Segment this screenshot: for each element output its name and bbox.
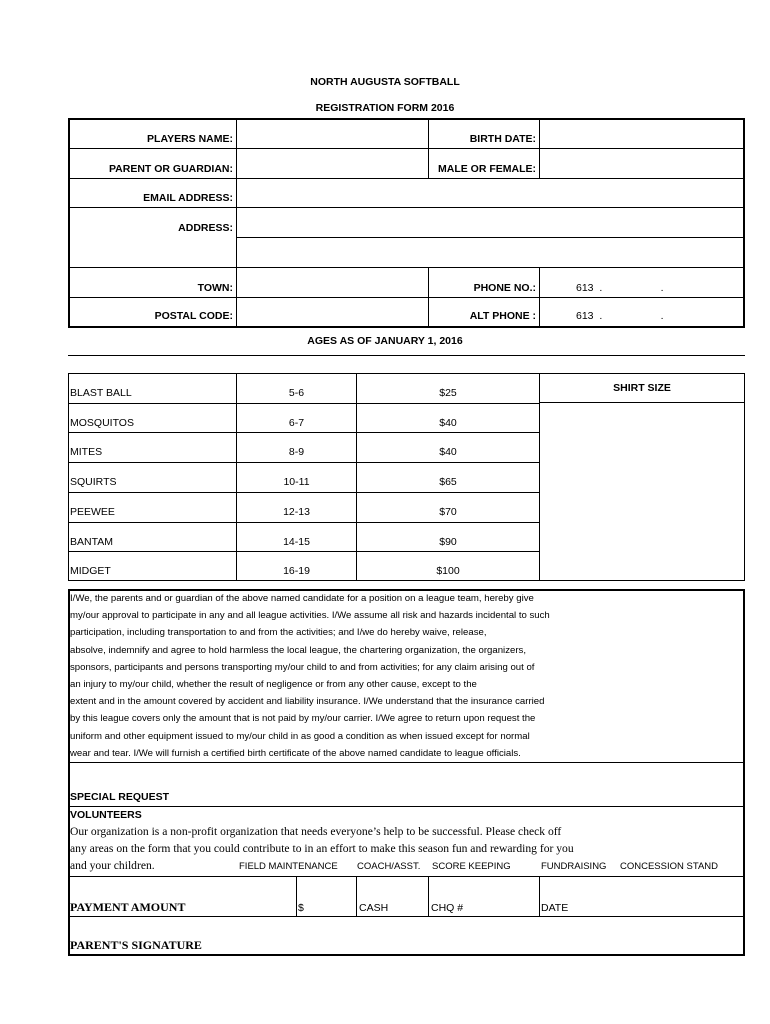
form-organization-title: NORTH AUGUSTA SOFTBALL (310, 76, 460, 88)
division-ages: 8-9 (288, 446, 305, 458)
division-fee: $70 (439, 506, 457, 518)
volunteer-option-field-maintenance[interactable]: FIELD MAINTENANCE (239, 861, 338, 872)
division-fee: $40 (439, 446, 457, 458)
payment-date-field[interactable]: DATE (541, 902, 569, 914)
division-name: MITES (70, 446, 103, 458)
volunteer-option-score-keeping[interactable]: SCORE KEEPING (432, 861, 511, 872)
division-name: MIDGET (70, 565, 111, 577)
division-name: PEEWEE (70, 506, 115, 518)
alt-phone-field[interactable]: 613 . . (576, 310, 664, 322)
male-female-label: MALE OR FEMALE: (438, 163, 536, 175)
division-ages: 5-6 (288, 387, 305, 399)
payment-cash-field[interactable]: CASH (359, 902, 389, 914)
shirt-size-field[interactable] (541, 404, 743, 579)
payment-cheque-field[interactable]: CHQ # (431, 902, 464, 914)
division-ages: 16-19 (283, 565, 310, 577)
alt-phone-label: ALT PHONE : (469, 310, 536, 322)
parent-signature-field[interactable] (240, 920, 740, 953)
volunteer-option-concession-stand[interactable]: CONCESSION STAND (620, 861, 719, 872)
volunteers-text-line-1: Our organization is a non-profit organization that needs everyone’s help to be successful. Please check off (70, 825, 562, 838)
divider-line (68, 355, 745, 356)
volunteers-heading: VOLUNTEERS (70, 809, 142, 821)
male-female-field[interactable] (541, 150, 743, 177)
division-fee: $100 (436, 565, 460, 577)
phone-label: PHONE NO.: (473, 282, 536, 294)
division-fee: $90 (439, 536, 457, 548)
parent-signature-label: PARENT'S SIGNATURE (70, 938, 202, 952)
division-ages: 14-15 (283, 536, 310, 548)
volunteer-option-fundraising[interactable]: FUNDRAISING (541, 861, 607, 872)
form-title: REGISTRATION FORM 2016 (315, 102, 455, 114)
volunteers-text-line-3: and your children. (70, 859, 155, 872)
division-ages: 12-13 (283, 506, 310, 518)
birth-date-field[interactable] (541, 120, 743, 147)
parent-guardian-label: PARENT OR GUARDIAN: (108, 163, 233, 175)
postal-code-field[interactable] (238, 299, 427, 326)
payment-amount-label: PAYMENT AMOUNT (70, 900, 186, 914)
division-fee: $65 (439, 476, 457, 488)
address-field[interactable] (238, 209, 743, 266)
shirt-size-label: SHIRT SIZE (613, 382, 671, 394)
division-ages: 6-7 (288, 417, 305, 429)
players-name-label: PLAYERS NAME: (147, 133, 233, 145)
division-name: SQUIRTS (70, 476, 117, 488)
special-request-label: SPECIAL REQUEST (70, 791, 169, 803)
birth-date-label: BIRTH DATE: (469, 133, 536, 145)
postal-code-label: POSTAL CODE: (154, 310, 233, 322)
division-name: BLAST BALL (70, 387, 132, 399)
email-field[interactable] (238, 179, 743, 206)
division-name: MOSQUITOS (70, 417, 134, 429)
waiver-text: I/We, the parents and or guardian of the above named candidate for a position on a league team, hereby give my/our approval to participate in any and all league activities. I/We assume all risk and hazards incidental to such participation, including transportation to and from the activities; and I/we do hereby waive, release, absolve, indemnify and agree to hold harmless the local league, the chartering organization, the organizers, sponsors, participants and persons transporting my/our child to and from activities; for any claim arising out of an injury to my/our child, whether the result of negligence or from any other cause, except to the extent and in the amount covered by accident and liability insurance. I/We understand that the insurance carried by this league covers only the amount that is not paid by my/our carrier. I/We agree to return upon request the uniform and other equipment issued to my/our child in as good a condition as when issued except for normal wear and tear. I/We will furnish a certified birth certificate of the above named candidate to league officials. (70, 593, 550, 759)
division-fee: $40 (439, 417, 457, 429)
town-field[interactable] (238, 269, 427, 296)
parent-guardian-field[interactable] (238, 150, 427, 177)
town-label: TOWN: (197, 282, 233, 294)
division-fee: $25 (439, 387, 457, 399)
email-label: EMAIL ADDRESS: (143, 192, 233, 204)
payment-dollar-field[interactable]: $ (298, 902, 304, 914)
volunteer-option-coach[interactable]: COACH/ASST. (357, 861, 421, 872)
division-name: BANTAM (70, 536, 113, 548)
phone-field[interactable]: 613 . . (576, 282, 664, 294)
division-ages: 10-11 (283, 476, 310, 488)
ages-note: AGES AS OF JANUARY 1, 2016 (307, 335, 463, 347)
address-label: ADDRESS: (178, 222, 233, 234)
players-name-field[interactable] (238, 120, 427, 147)
volunteers-text-line-2: any areas on the form that you could contribute to in an effort to make this season fun and rewarding for you (70, 842, 574, 855)
special-request-field[interactable] (240, 766, 740, 804)
